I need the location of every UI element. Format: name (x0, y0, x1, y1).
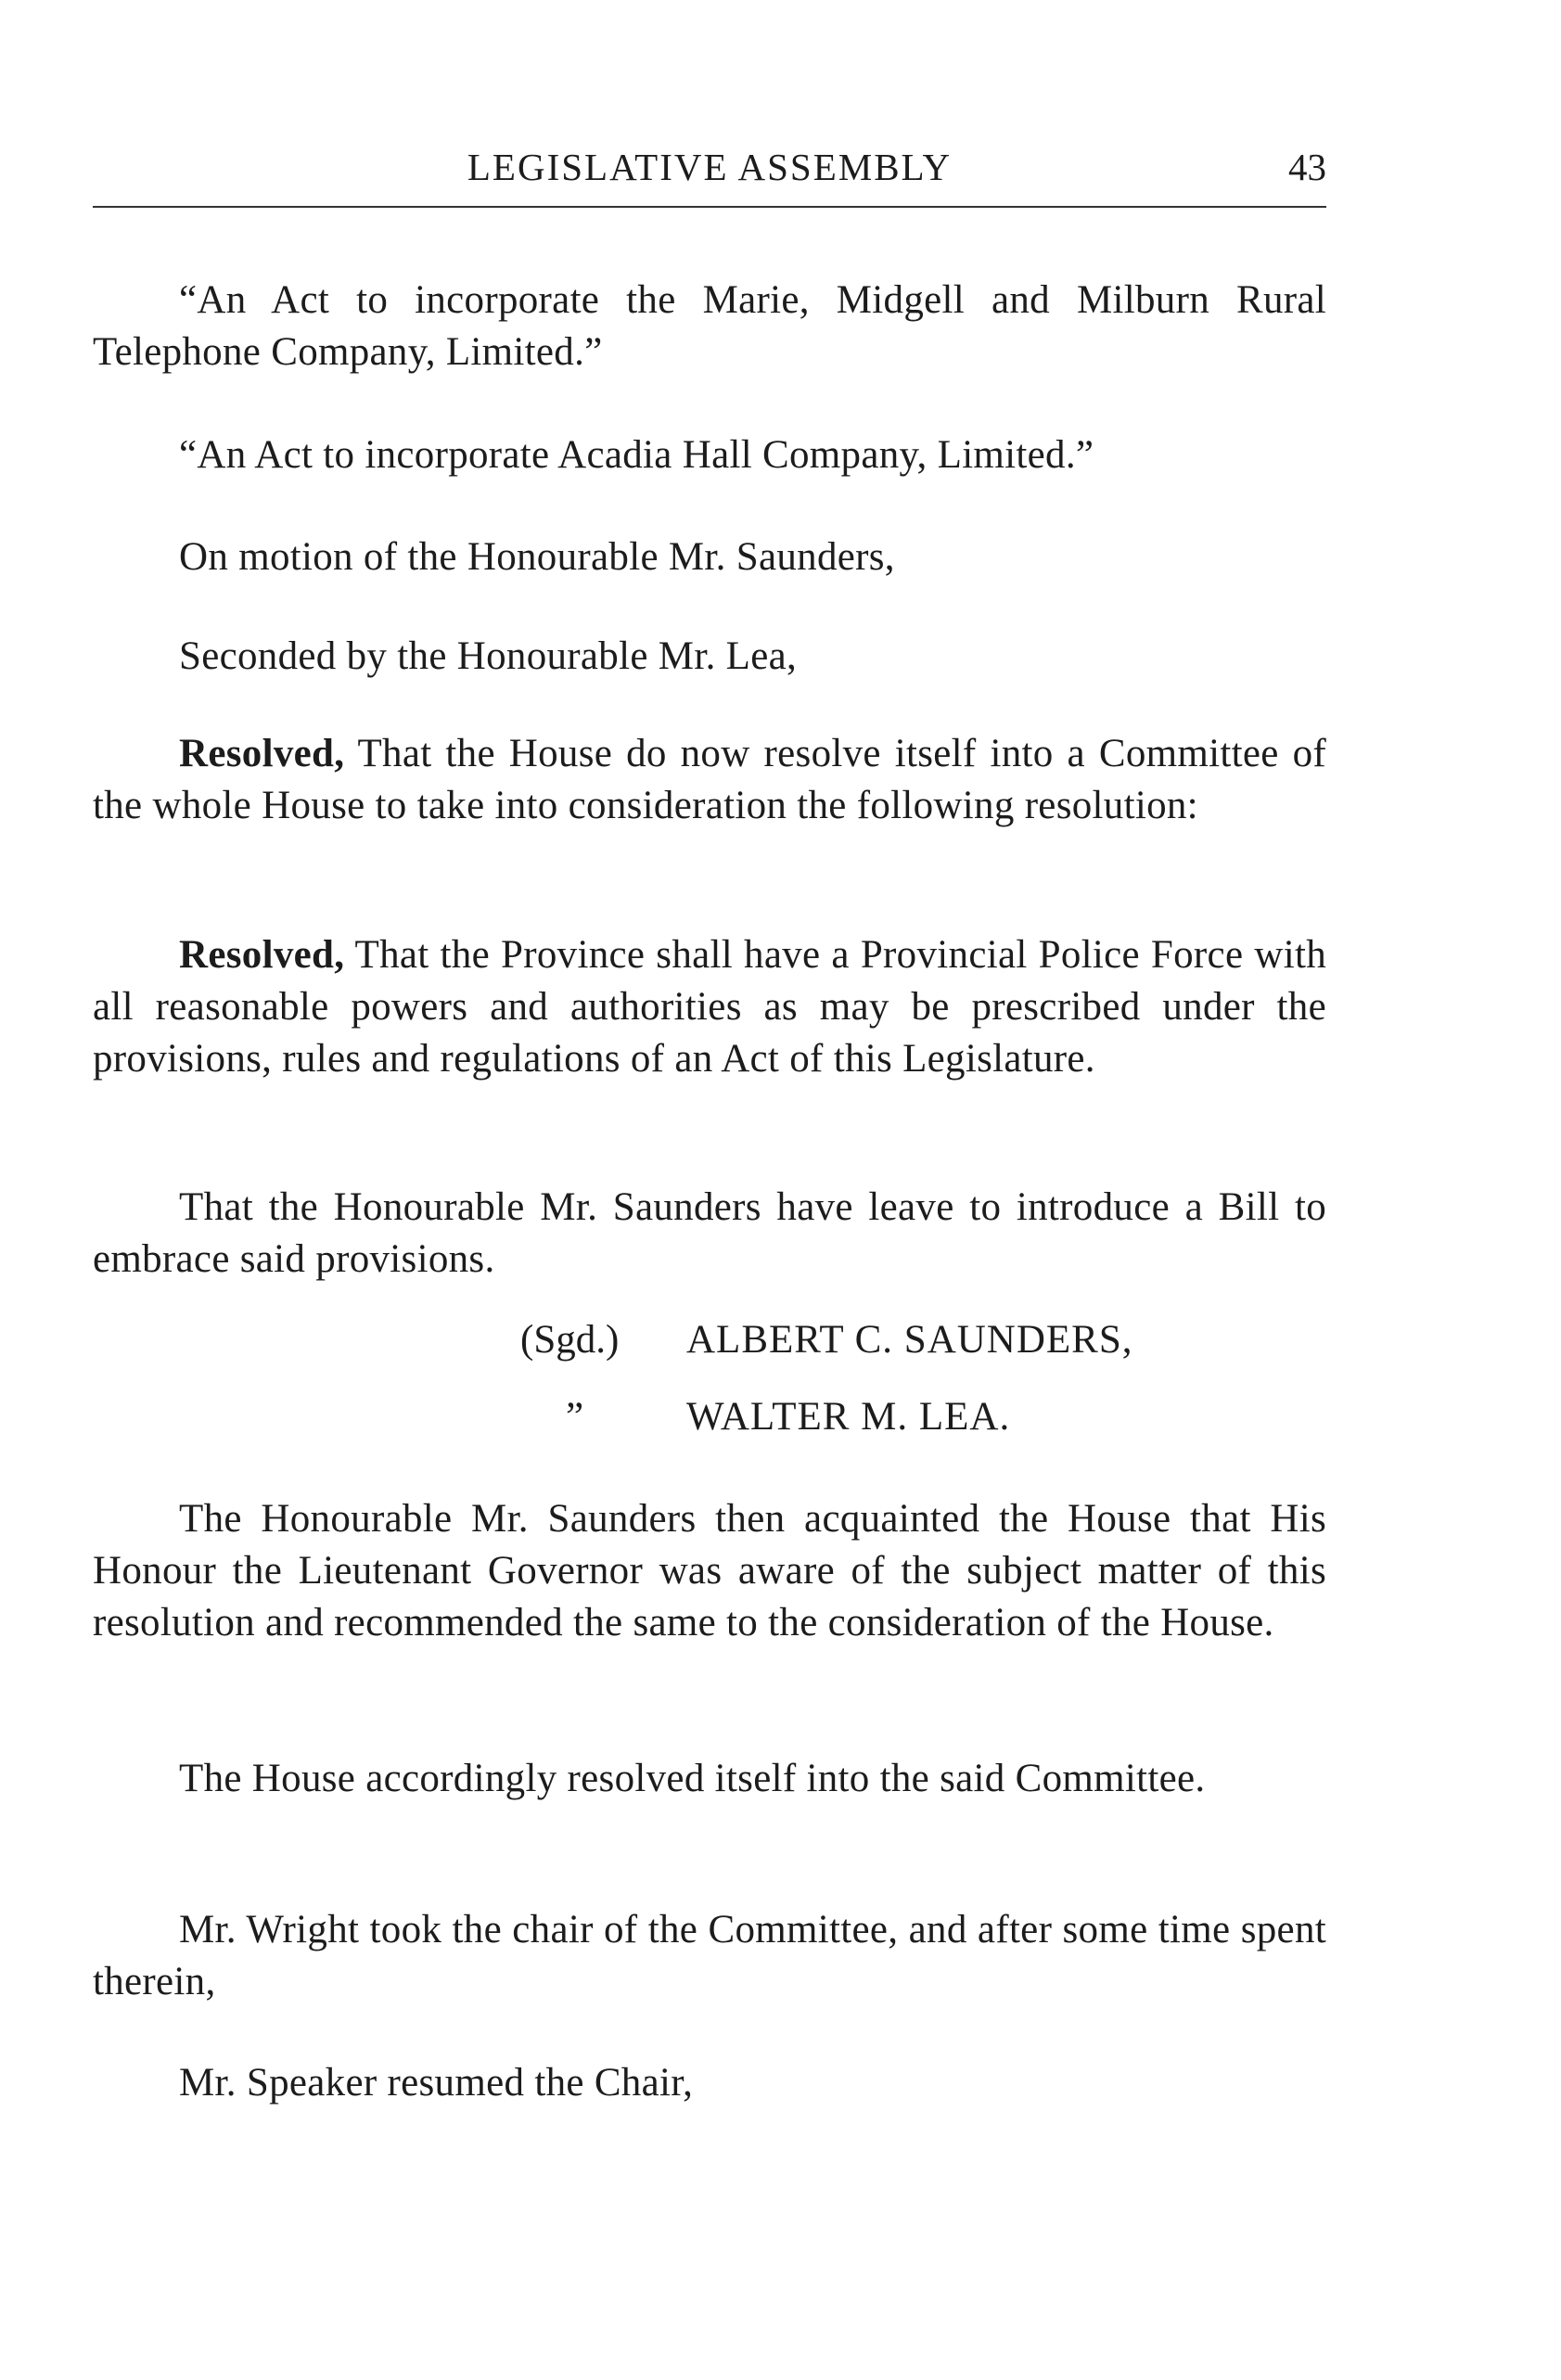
paragraph-act-marie-midgell (93, 275, 1326, 378)
paragraph-text: That the House do now resolve itself into a Committee of the whole House to take into consideration the following resolution: (93, 732, 1326, 827)
paragraph-house-committee (93, 1753, 1326, 1805)
paragraph-text: That the Honourable Mr. Saunders have leave to introduce a Bill to embrace said provisions. (93, 1185, 1326, 1281)
paragraph-motion (93, 531, 1326, 583)
running-title: LEGISLATIVE ASSEMBLY (467, 146, 953, 188)
paragraph-leave-to-introduce (93, 1182, 1326, 1286)
page-number: 43 (1288, 146, 1326, 188)
header-rule (93, 206, 1326, 208)
paragraph-text: “An Act to incorporate Acadia Hall Company, Limited.” (179, 433, 1094, 477)
signature-line (0, 1314, 1561, 1366)
paragraph-text: Mr. Wright took the chair of the Committee, and after some time spent therein, (93, 1908, 1326, 2003)
paragraph-text: The House accordingly resolved itself into the said Committee. (179, 1757, 1206, 1800)
paragraph-text: On motion of the Honourable Mr. Saunders, (179, 535, 895, 579)
resolved-lead: Resolved, (179, 933, 345, 977)
signatory-name: ALBERT C. SAUNDERS, (686, 1318, 1133, 1362)
paragraph-text: That the Province shall have a Provincial Police Force with all reasonable powers and authorities as may be prescribed under the provisions, rules and regulations of an Act of this Legislature. (93, 933, 1326, 1081)
paragraph-resolved-police-force (93, 929, 1326, 1085)
paragraph-speaker-resumed (93, 2057, 1326, 2109)
resolved-lead: Resolved, (179, 732, 345, 775)
ditto-mark: ” (566, 1395, 584, 1439)
paragraph-act-acadia-hall (93, 429, 1326, 481)
paragraph-text: “An Act to incorporate the Marie, Midgell and Milburn Rural Telephone Company, Limited.” (93, 278, 1326, 374)
signature-line (0, 1391, 1561, 1443)
paragraph-text: The Honourable Mr. Saunders then acquainted the House that His Honour the Lieutenant Governor was aware of the subject matter of this resolution and recommended the same to the consideration of the House. (93, 1497, 1326, 1644)
paragraph-resolved-committee (93, 728, 1326, 832)
paragraph-seconded (93, 631, 1326, 683)
signatory-name: WALTER M. LEA. (686, 1395, 1011, 1439)
signed-mark: (Sgd.) (520, 1318, 620, 1362)
paragraph-text: Mr. Speaker resumed the Chair, (179, 2061, 694, 2105)
paragraph-text: Seconded by the Honourable Mr. Lea, (179, 634, 798, 678)
running-header (93, 144, 1326, 199)
paragraph-lieutenant-governor (93, 1493, 1326, 1649)
paragraph-wright-chair (93, 1904, 1326, 2008)
